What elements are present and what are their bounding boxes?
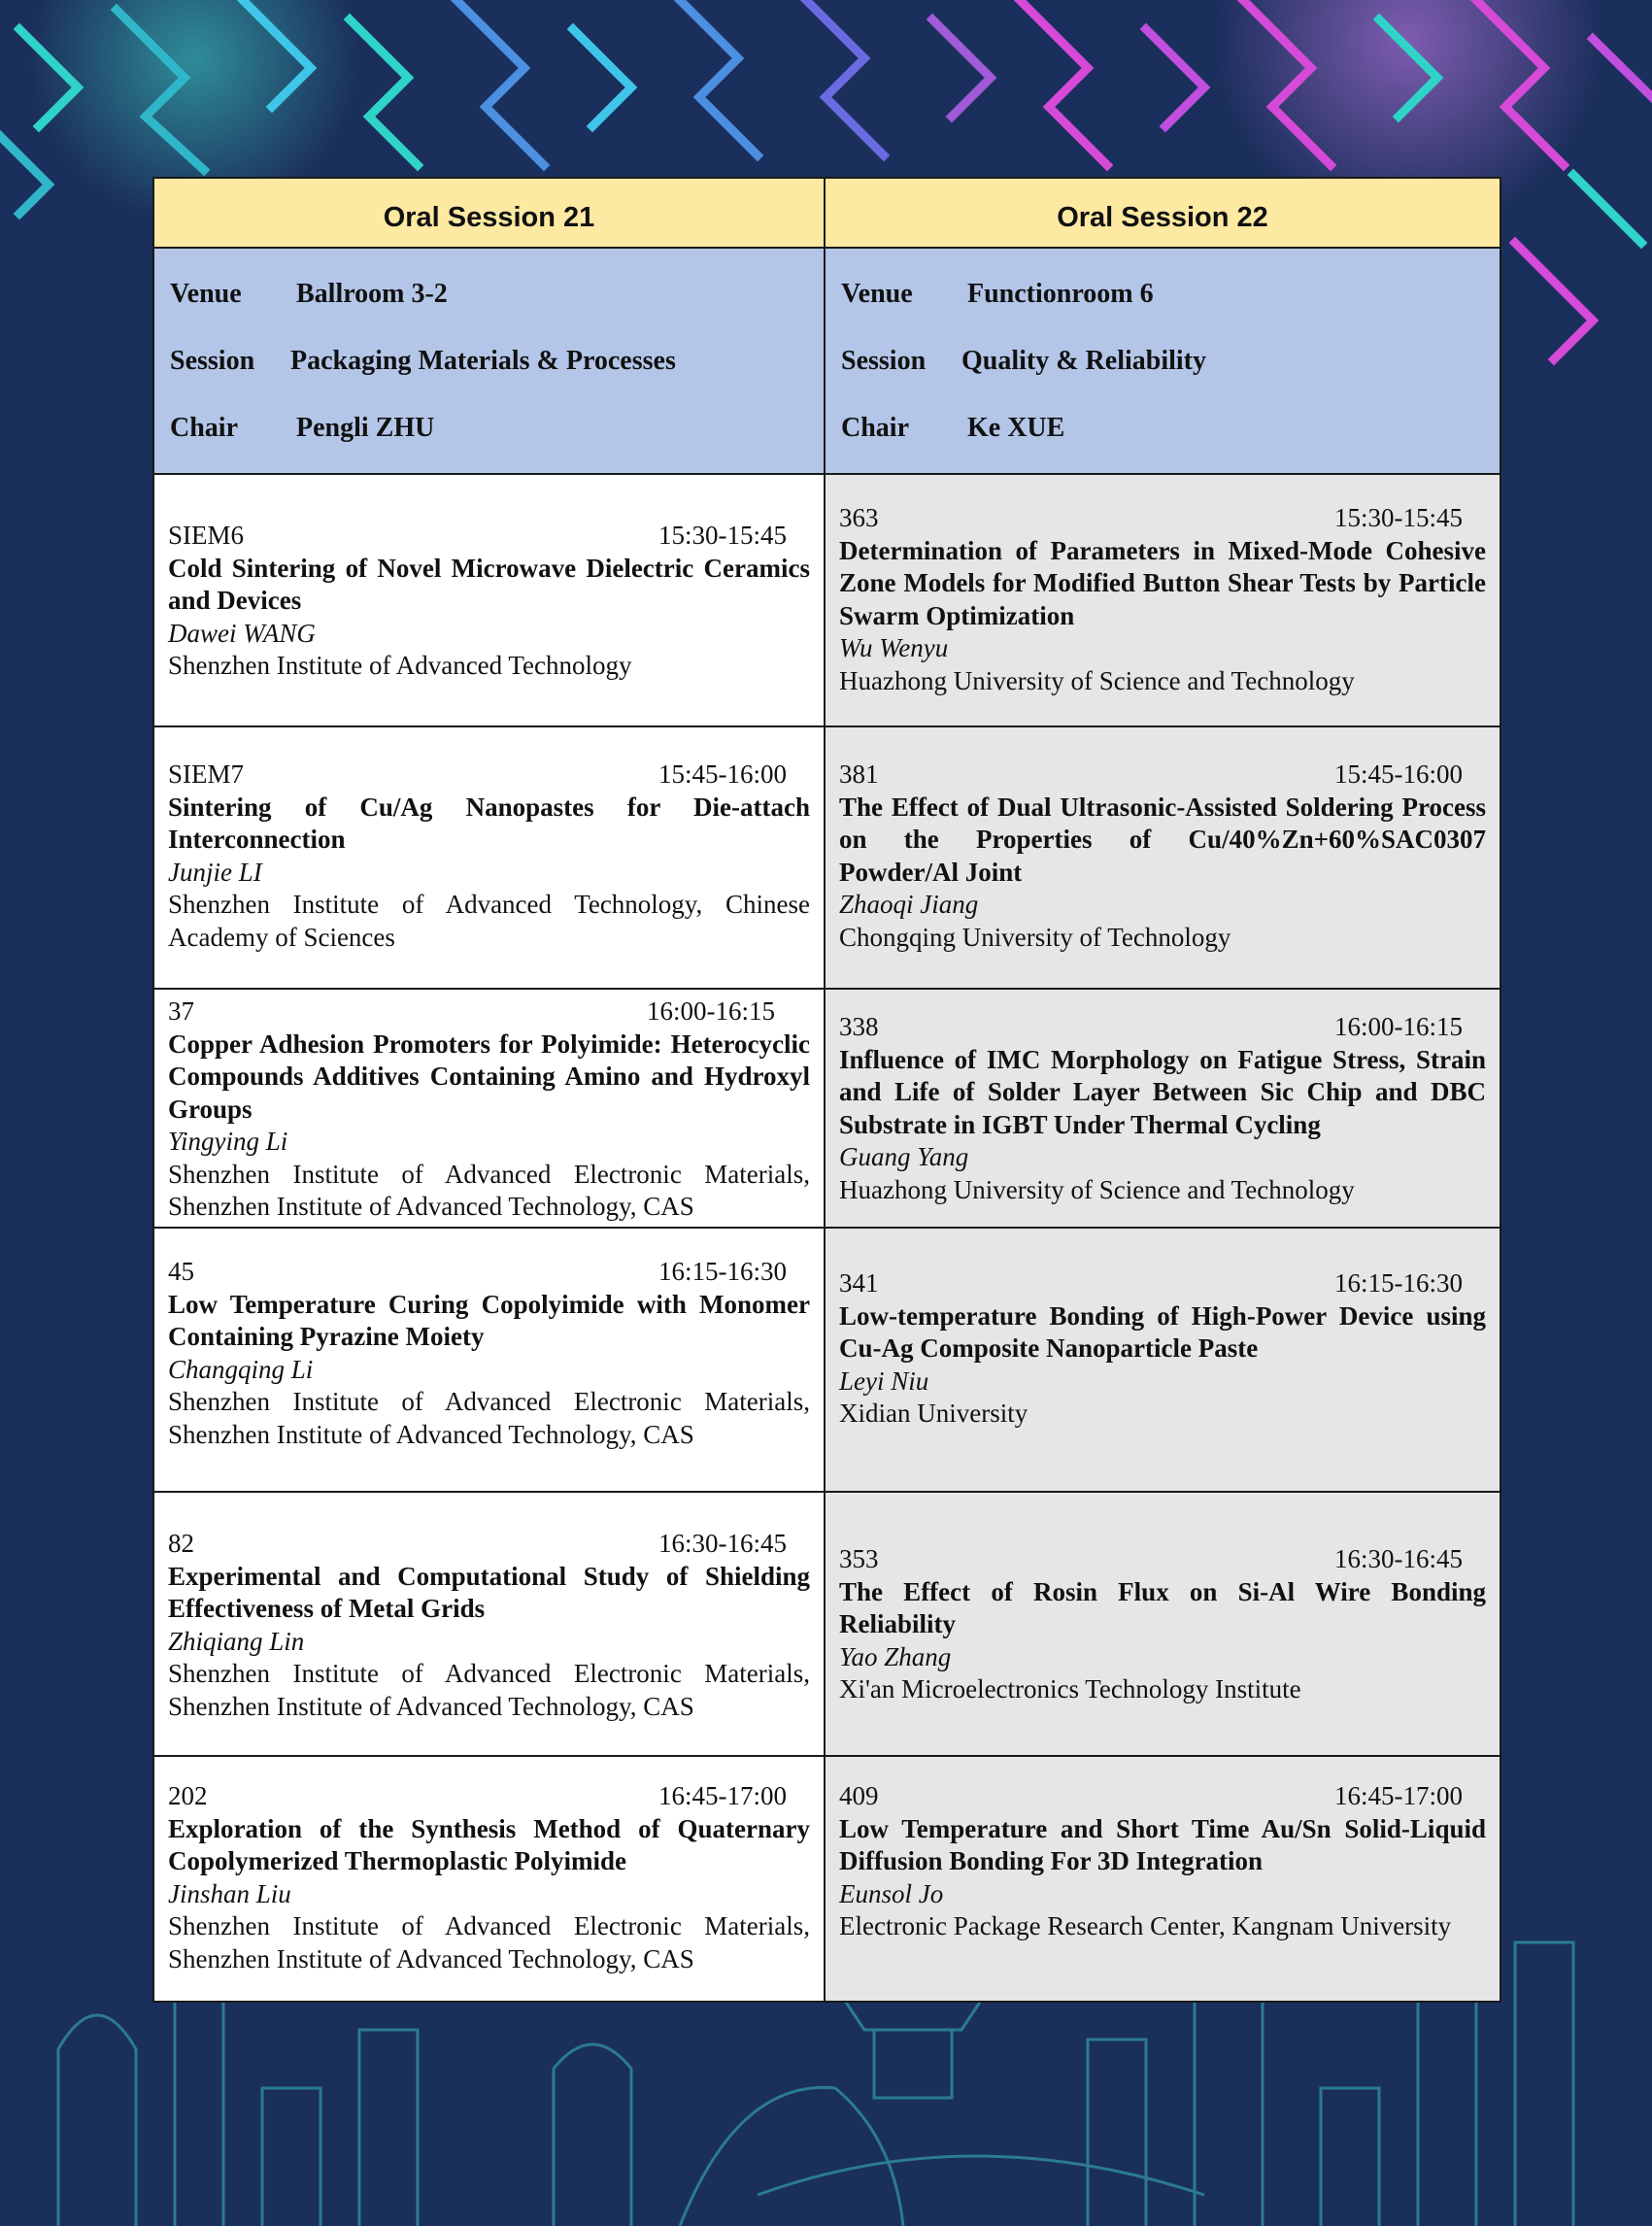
venue-value: Ballroom 3-2 xyxy=(296,278,448,309)
affiliation: Shenzhen Institute of Advanced Technology, Chinese Academy of Sciences xyxy=(168,890,810,952)
paper-title: Determination of Parameters in Mixed-Mode Cohesive Zone Models for Modified Button Shear Tests by Particle Swarm Optimization xyxy=(839,535,1486,630)
affiliation: Xidian University xyxy=(839,1399,1028,1428)
paper-title: Experimental and Computational Study of Shielding Effectiveness of Metal Grids xyxy=(168,1561,810,1623)
paper-id: 202 xyxy=(168,1781,208,1810)
author-name: Guang Yang xyxy=(839,1142,969,1171)
affiliation: Shenzhen Institute of Advanced Electronic Materials, Shenzhen Institute of Advanced Technology, CAS xyxy=(168,1911,810,1973)
affiliation: Xi'an Microelectronics Technology Institute xyxy=(839,1674,1301,1703)
affiliation: Huazhong University of Science and Technology xyxy=(839,665,1355,695)
time-slot: 16:15-16:30 xyxy=(1334,1268,1463,1298)
talk-cell xyxy=(825,474,1500,726)
affiliation: Shenzhen Institute of Advanced Electronic Materials, Shenzhen Institute of Advanced Technology, CAS xyxy=(168,1659,810,1721)
talk-cell xyxy=(825,989,1500,1228)
talk-cell xyxy=(825,1492,1500,1756)
talk-cell xyxy=(153,1228,825,1492)
venue-row xyxy=(170,260,808,327)
paper-title: Low Temperature and Short Time Au/Sn Solid-Liquid Diffusion Bonding For 3D Integration xyxy=(839,1813,1486,1875)
session-header: Oral Session 21 xyxy=(153,178,825,248)
talk-row xyxy=(153,474,1500,726)
talk-cell xyxy=(825,1228,1500,1492)
paper-title: Copper Adhesion Promoters for Polyimide: Heterocyclic Compounds Additives Containing Amino and Hydroxyl Groups xyxy=(168,1029,810,1124)
time-slot: 15:45-16:00 xyxy=(658,759,787,789)
paper-id: SIEM6 xyxy=(168,521,245,550)
paper-title: Exploration of the Synthesis Method of Quaternary Copolymerized Thermoplastic Polyimide xyxy=(168,1813,810,1875)
author-name: Yingying Li xyxy=(168,1127,288,1156)
venue-value: Functionroom 6 xyxy=(967,278,1154,309)
paper-id: SIEM7 xyxy=(168,759,245,789)
time-slot: 16:00-16:15 xyxy=(1334,1012,1463,1041)
paper-id: 353 xyxy=(839,1544,879,1573)
chair-row xyxy=(841,394,1484,461)
talk-row xyxy=(153,1492,1500,1756)
paper-id: 37 xyxy=(168,996,194,1026)
paper-id: 45 xyxy=(168,1257,194,1286)
time-slot: 16:00-16:15 xyxy=(647,996,775,1026)
time-slot: 16:15-16:30 xyxy=(658,1257,787,1286)
session-header-row xyxy=(153,178,1500,248)
time-slot: 15:30-15:45 xyxy=(1334,503,1463,532)
time-slot: 16:30-16:45 xyxy=(1334,1544,1463,1573)
author-name: Leyi Niu xyxy=(839,1366,929,1396)
affiliation: Huazhong University of Science and Technology xyxy=(839,1174,1355,1204)
session-label: Session xyxy=(170,345,255,376)
time-slot: 15:45-16:00 xyxy=(1334,759,1463,789)
talk-cell xyxy=(153,1756,825,2002)
venue-row xyxy=(841,260,1484,327)
paper-id: 363 xyxy=(839,503,879,532)
paper-title: Influence of IMC Morphology on Fatigue Stress, Strain and Life of Solder Layer Between Sic Chip and DBC Substrate in IGBT Under Thermal Cycling xyxy=(839,1044,1486,1139)
session-info xyxy=(825,248,1500,474)
paper-id: 82 xyxy=(168,1529,194,1558)
paper-title: Cold Sintering of Novel Microwave Dielectric Ceramics and Devices xyxy=(168,553,810,615)
time-slot: 16:45-17:00 xyxy=(658,1781,787,1810)
talk-row xyxy=(153,1756,1500,2002)
chair-value: Ke XUE xyxy=(967,412,1065,443)
paper-id: 338 xyxy=(839,1012,879,1041)
talk-cell xyxy=(153,989,825,1228)
chair-value: Pengli ZHU xyxy=(296,412,435,443)
talk-row xyxy=(153,726,1500,989)
talk-row xyxy=(153,1228,1500,1492)
talk-cell xyxy=(153,474,825,726)
time-slot: 15:30-15:45 xyxy=(658,521,787,550)
session-value: Quality & Reliability xyxy=(961,345,1206,376)
time-slot: 16:30-16:45 xyxy=(658,1529,787,1558)
session-row xyxy=(170,327,808,394)
talk-cell xyxy=(825,1756,1500,2002)
author-name: Jinshan Liu xyxy=(168,1878,291,1908)
affiliation: Shenzhen Institute of Advanced Technology xyxy=(168,651,632,680)
venue-label: Venue xyxy=(841,278,913,309)
time-slot: 16:45-17:00 xyxy=(1334,1781,1463,1810)
paper-id: 409 xyxy=(839,1781,879,1810)
paper-id: 381 xyxy=(839,759,879,789)
talk-cell xyxy=(153,726,825,989)
paper-title: Low Temperature Curing Copolyimide with Monomer Containing Pyrazine Moiety xyxy=(168,1289,810,1351)
session-info-row xyxy=(153,248,1500,474)
paper-title: The Effect of Rosin Flux on Si-Al Wire Bonding Reliability xyxy=(839,1576,1486,1638)
author-name: Changqing Li xyxy=(168,1354,314,1384)
author-name: Yao Zhang xyxy=(839,1641,952,1671)
paper-title: The Effect of Dual Ultrasonic-Assisted Soldering Process on the Properties of Cu/40%Zn+60%SAC0307 Powder/Al Joint xyxy=(839,792,1486,887)
affiliation: Electronic Package Research Center, Kangnam University xyxy=(839,1911,1452,1940)
talk-cell xyxy=(153,1492,825,1756)
talk-row xyxy=(153,989,1500,1228)
chair-row xyxy=(170,394,808,461)
paper-title: Low-temperature Bonding of High-Power Device using Cu-Ag Composite Nanoparticle Paste xyxy=(839,1300,1486,1363)
paper-title: Sintering of Cu/Ag Nanopastes for Die-attach Interconnection xyxy=(168,792,810,854)
talk-cell xyxy=(825,726,1500,989)
author-name: Zhaoqi Jiang xyxy=(839,890,979,919)
session-header: Oral Session 22 xyxy=(825,178,1500,248)
session-row xyxy=(841,327,1484,394)
author-name: Eunsol Jo xyxy=(839,1878,944,1908)
schedule-table xyxy=(152,177,1501,2003)
author-name: Zhiqiang Lin xyxy=(168,1626,305,1656)
author-name: Dawei WANG xyxy=(168,618,316,648)
affiliation: Shenzhen Institute of Advanced Electronic Materials, Shenzhen Institute of Advanced Technology, CAS xyxy=(168,1159,810,1221)
affiliation: Chongqing University of Technology xyxy=(839,922,1231,952)
author-name: Wu Wenyu xyxy=(839,633,949,662)
paper-id: 341 xyxy=(839,1268,879,1298)
affiliation: Shenzhen Institute of Advanced Electronic Materials, Shenzhen Institute of Advanced Technology, CAS xyxy=(168,1387,810,1449)
chair-label: Chair xyxy=(841,412,909,443)
author-name: Junjie LI xyxy=(168,857,262,887)
session-info xyxy=(153,248,825,474)
chair-label: Chair xyxy=(170,412,238,443)
session-value: Packaging Materials & Processes xyxy=(290,345,676,376)
session-label: Session xyxy=(841,345,927,376)
venue-label: Venue xyxy=(170,278,242,309)
